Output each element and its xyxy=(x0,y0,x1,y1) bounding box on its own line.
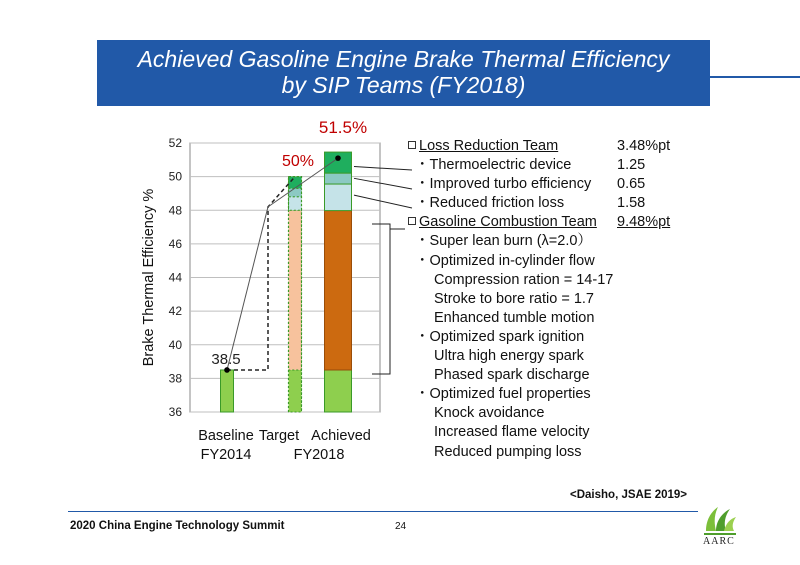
slide-title-line2: by SIP Teams (FY2018) xyxy=(281,72,526,98)
legend-item-value: 0.65 xyxy=(617,176,646,193)
legend-combustion-team-label: Gasoline Combustion Team xyxy=(419,214,597,231)
legend-item-value: 1.58 xyxy=(617,195,646,212)
legend xyxy=(408,137,708,462)
y-tick-label: 38 xyxy=(168,371,182,386)
bar-segment xyxy=(325,211,352,370)
bar-segment xyxy=(325,370,352,412)
footer-event-name: 2020 China Engine Technology Summit xyxy=(70,520,285,532)
legend-sub-item: Phased spark discharge xyxy=(434,367,590,384)
checkbox-square-icon xyxy=(408,141,416,149)
legend-sub-item: Enhanced tumble motion xyxy=(434,309,595,326)
legend-sub-item: ・Optimized fuel properties xyxy=(415,386,591,403)
y-axis-label: Brake Thermal Efficiency % xyxy=(141,188,157,367)
footer-divider xyxy=(68,511,698,512)
legend-item-label: ・Reduced friction loss xyxy=(415,195,565,212)
checkbox-square-icon xyxy=(408,217,416,225)
legend-item-label: ・Improved turbo efficiency xyxy=(415,176,592,193)
legend-loss-team-label: Loss Reduction Team xyxy=(419,138,559,154)
citation: <Daisho, JSAE 2019> xyxy=(570,489,687,501)
aarc-logo-icon xyxy=(702,501,738,541)
x-category-label: Achieved xyxy=(311,428,371,444)
achieved-value-label: 51.5% xyxy=(318,118,368,137)
baseline-marker xyxy=(224,367,230,373)
bar-segment xyxy=(289,188,302,196)
y-tick-label: 52 xyxy=(168,136,182,150)
y-tick-label: 44 xyxy=(168,270,182,285)
legend-sub-item: ・Optimized spark ignition xyxy=(415,328,585,345)
bar-segment xyxy=(289,370,302,412)
legend-loss-team-value: 3.48%pt xyxy=(617,138,671,154)
y-tick-label: 40 xyxy=(168,337,182,352)
legend-item-turbo xyxy=(408,175,708,194)
achieved-marker xyxy=(335,155,341,161)
bar-segment xyxy=(325,184,352,211)
bar-segment xyxy=(325,152,352,173)
legend-sub-item: Knock avoidance xyxy=(434,405,545,422)
y-tick-label: 50 xyxy=(168,169,182,184)
x-group-sublabel: FY2018 xyxy=(293,447,345,463)
page-number: 24 xyxy=(395,521,407,532)
legend-sub-item: Ultra high energy spark xyxy=(434,348,584,365)
legend-sub-item: ・Optimized in-cylinder flow xyxy=(415,252,595,269)
x-category-sublabel: FY2014 xyxy=(200,447,252,463)
legend-item-thermoelectric xyxy=(408,156,708,175)
baseline-value-label: 38.5 xyxy=(211,351,241,368)
bar-segment xyxy=(325,173,352,184)
x-category-label: Baseline xyxy=(198,428,254,444)
bar-segment xyxy=(289,197,302,210)
legend-loss-team xyxy=(408,137,708,156)
y-tick-label: 36 xyxy=(168,405,182,419)
bar-segment xyxy=(289,210,302,370)
x-category-label: Target xyxy=(258,428,300,444)
bar-segment xyxy=(289,177,302,189)
y-tick-label: 48 xyxy=(168,203,182,218)
legend-sub-item: Reduced pumping loss xyxy=(434,443,582,460)
legend-sub-item: Stroke to bore ratio = 1.7 xyxy=(434,290,594,307)
legend-item-value: 1.25 xyxy=(617,157,646,174)
legend-item-friction xyxy=(408,194,708,213)
logo-text: AARC xyxy=(703,536,735,547)
slide-title-line1: Achieved Gasoline Engine Brake Thermal Efficiency xyxy=(137,46,670,72)
legend-combustion-team xyxy=(408,213,708,232)
legend-sub-item: Increased flame velocity xyxy=(434,424,590,441)
y-tick-label: 42 xyxy=(168,304,182,319)
legend-sub-item: Compression ration = 14-17 xyxy=(434,271,614,288)
legend-item-label: ・Thermoelectric device xyxy=(415,157,572,174)
target-value-label: 50% xyxy=(281,153,315,170)
legend-combustion-team-value: 9.48%pt xyxy=(617,214,671,231)
legend-sub-item: ・Super lean burn (λ=2.0） xyxy=(415,233,592,250)
bar-segment xyxy=(221,370,234,412)
y-tick-label: 46 xyxy=(168,236,182,251)
